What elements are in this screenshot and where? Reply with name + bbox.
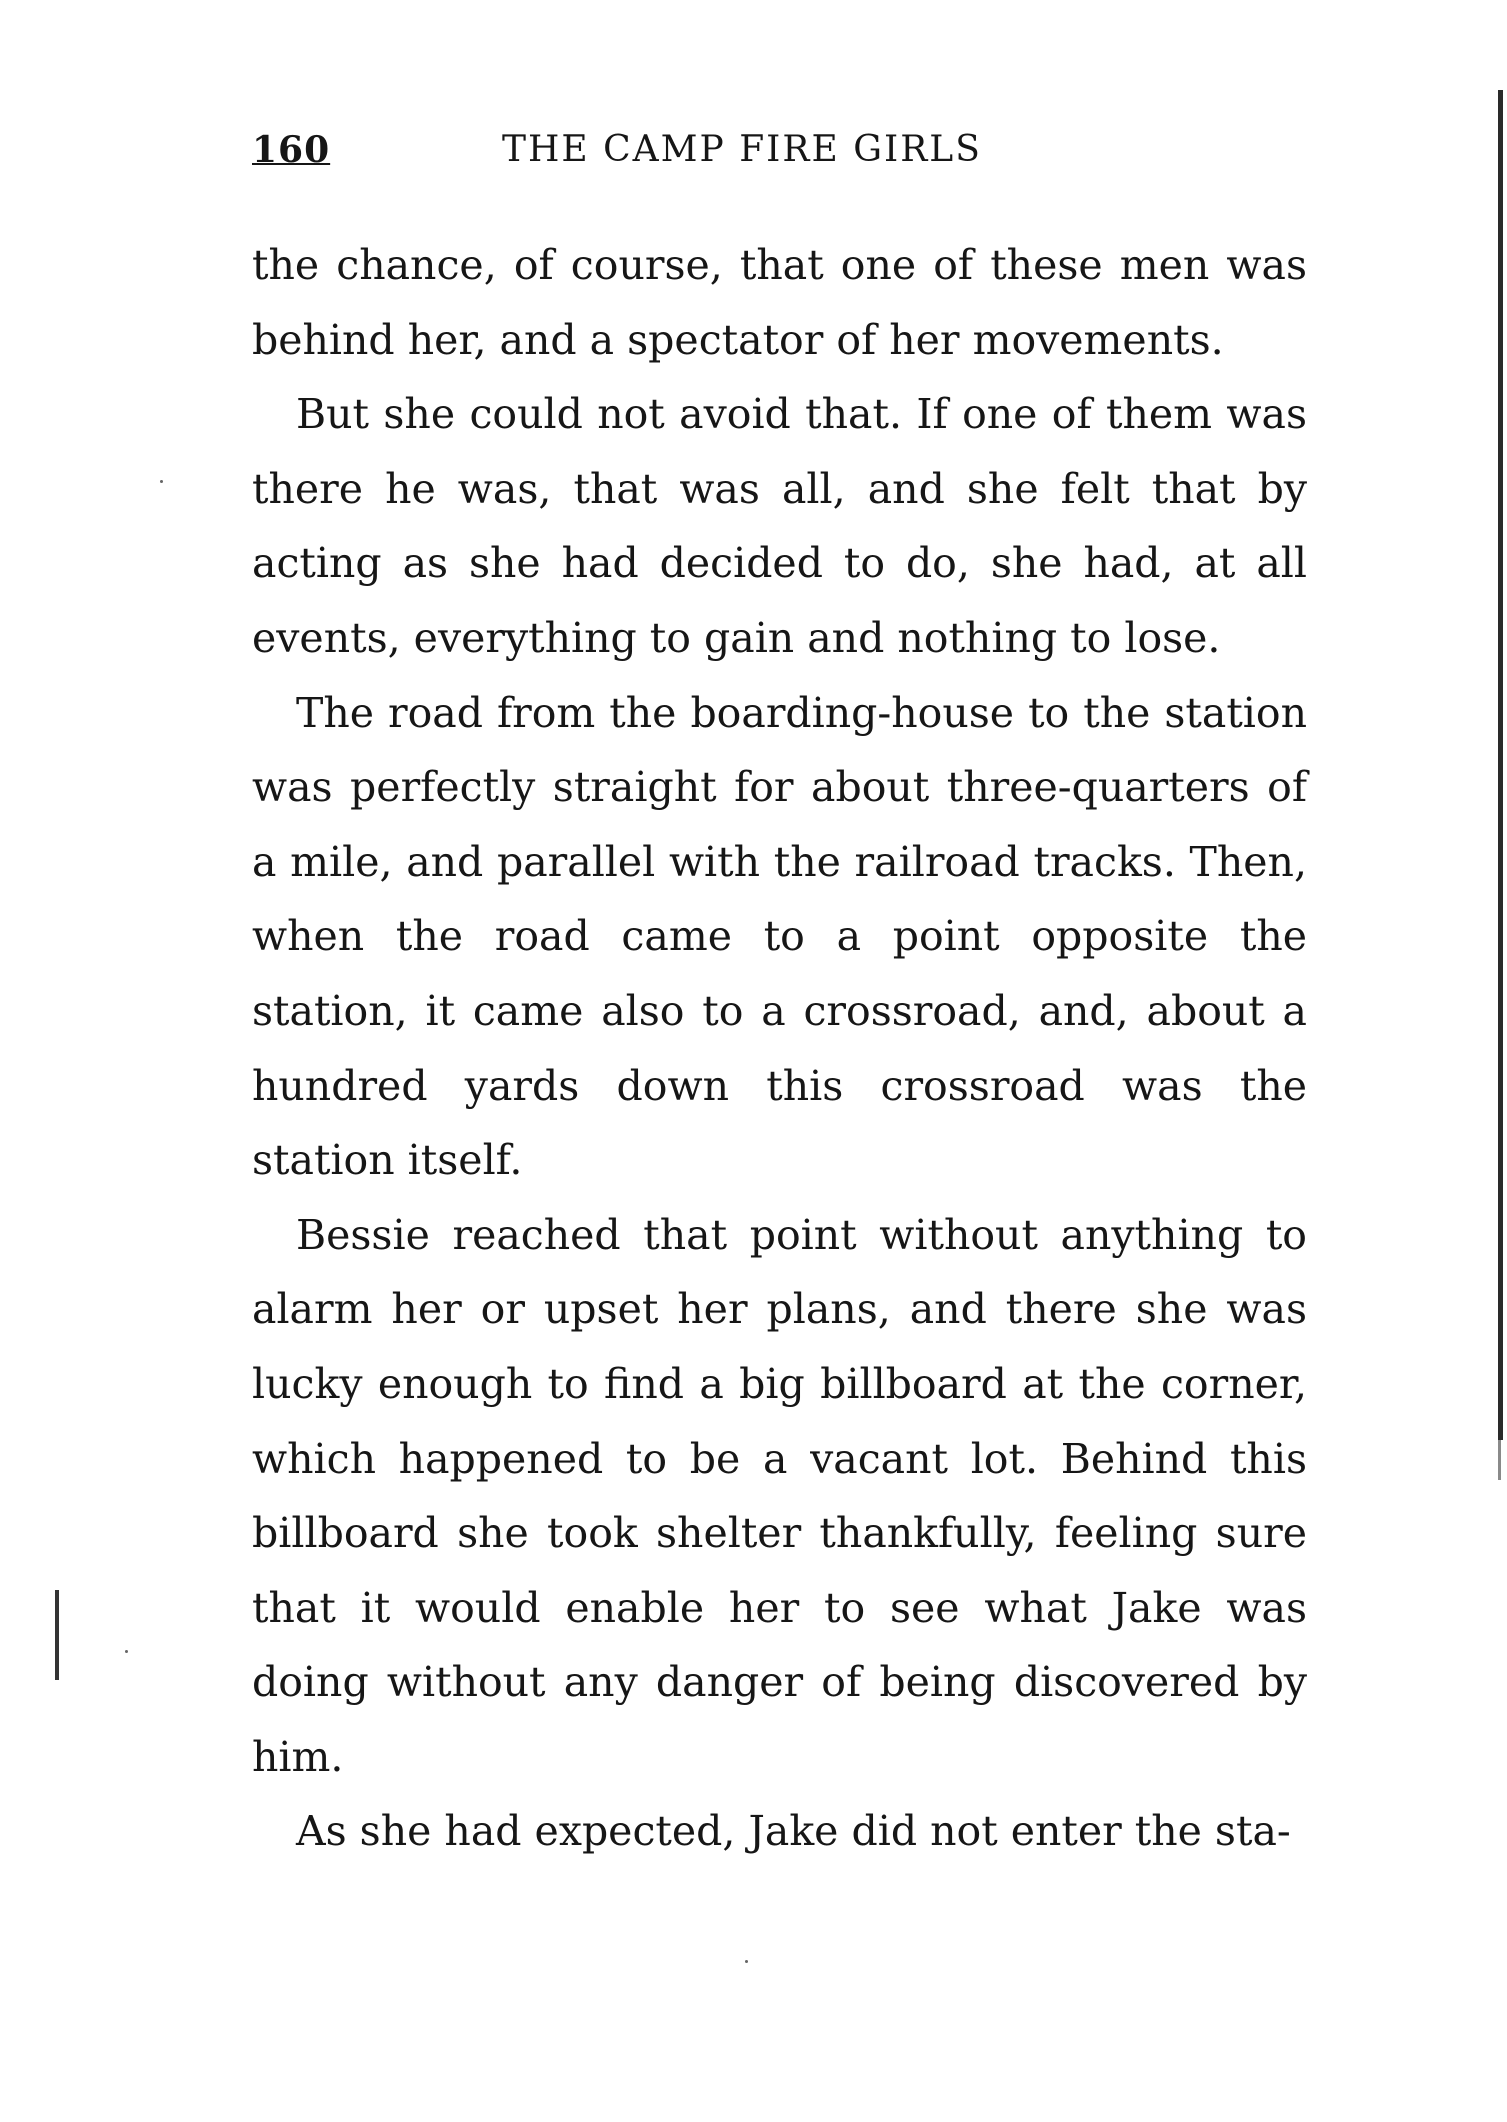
- paragraph: As she had expected, Jake did not enter the sta-: [296, 1807, 1291, 1856]
- scan-speck: [160, 480, 163, 483]
- paragraph: But she could not avoid that. If one of them was there he was, that was all, and she felt that by acting as she had decided to do, she had, at all events, everything to gain and nothing to lose.: [252, 390, 1307, 662]
- paragraph: the chance, of course, that one of these men was behind her, and a spectator of her movements.: [252, 241, 1307, 364]
- scan-mark: [55, 1590, 59, 1680]
- scan-edge-shadow: [1498, 90, 1503, 1440]
- running-head: THE CAMP FIRE GIRLS: [502, 129, 982, 170]
- scan-speck: [125, 1650, 128, 1653]
- scan-speck: [745, 1960, 748, 1963]
- paragraph: Bessie reached that point without anything to alarm her or upset her plans, and there she was lucky enough to find a big billboard at the corner, which happened to be a vacant lot. Behind this billboard she took shelter thankfully, feeling sure that it would enable her to see what Jake was doing without any danger of being discovered by him.: [252, 1210, 1307, 1781]
- paragraph: The road from the boarding-house to the station was perfectly straight for about three-quarters of a mile, and parallel with the railroad tracks. Then, when the road came to a point opposite the station, it came also to a crossroad, and, about a hundred yards down this crossroad was the station itself.: [252, 688, 1307, 1185]
- scan-edge-shadow-faint: [1498, 1440, 1501, 1480]
- page-number: 160: [252, 129, 331, 171]
- body-text: [252, 228, 1307, 1869]
